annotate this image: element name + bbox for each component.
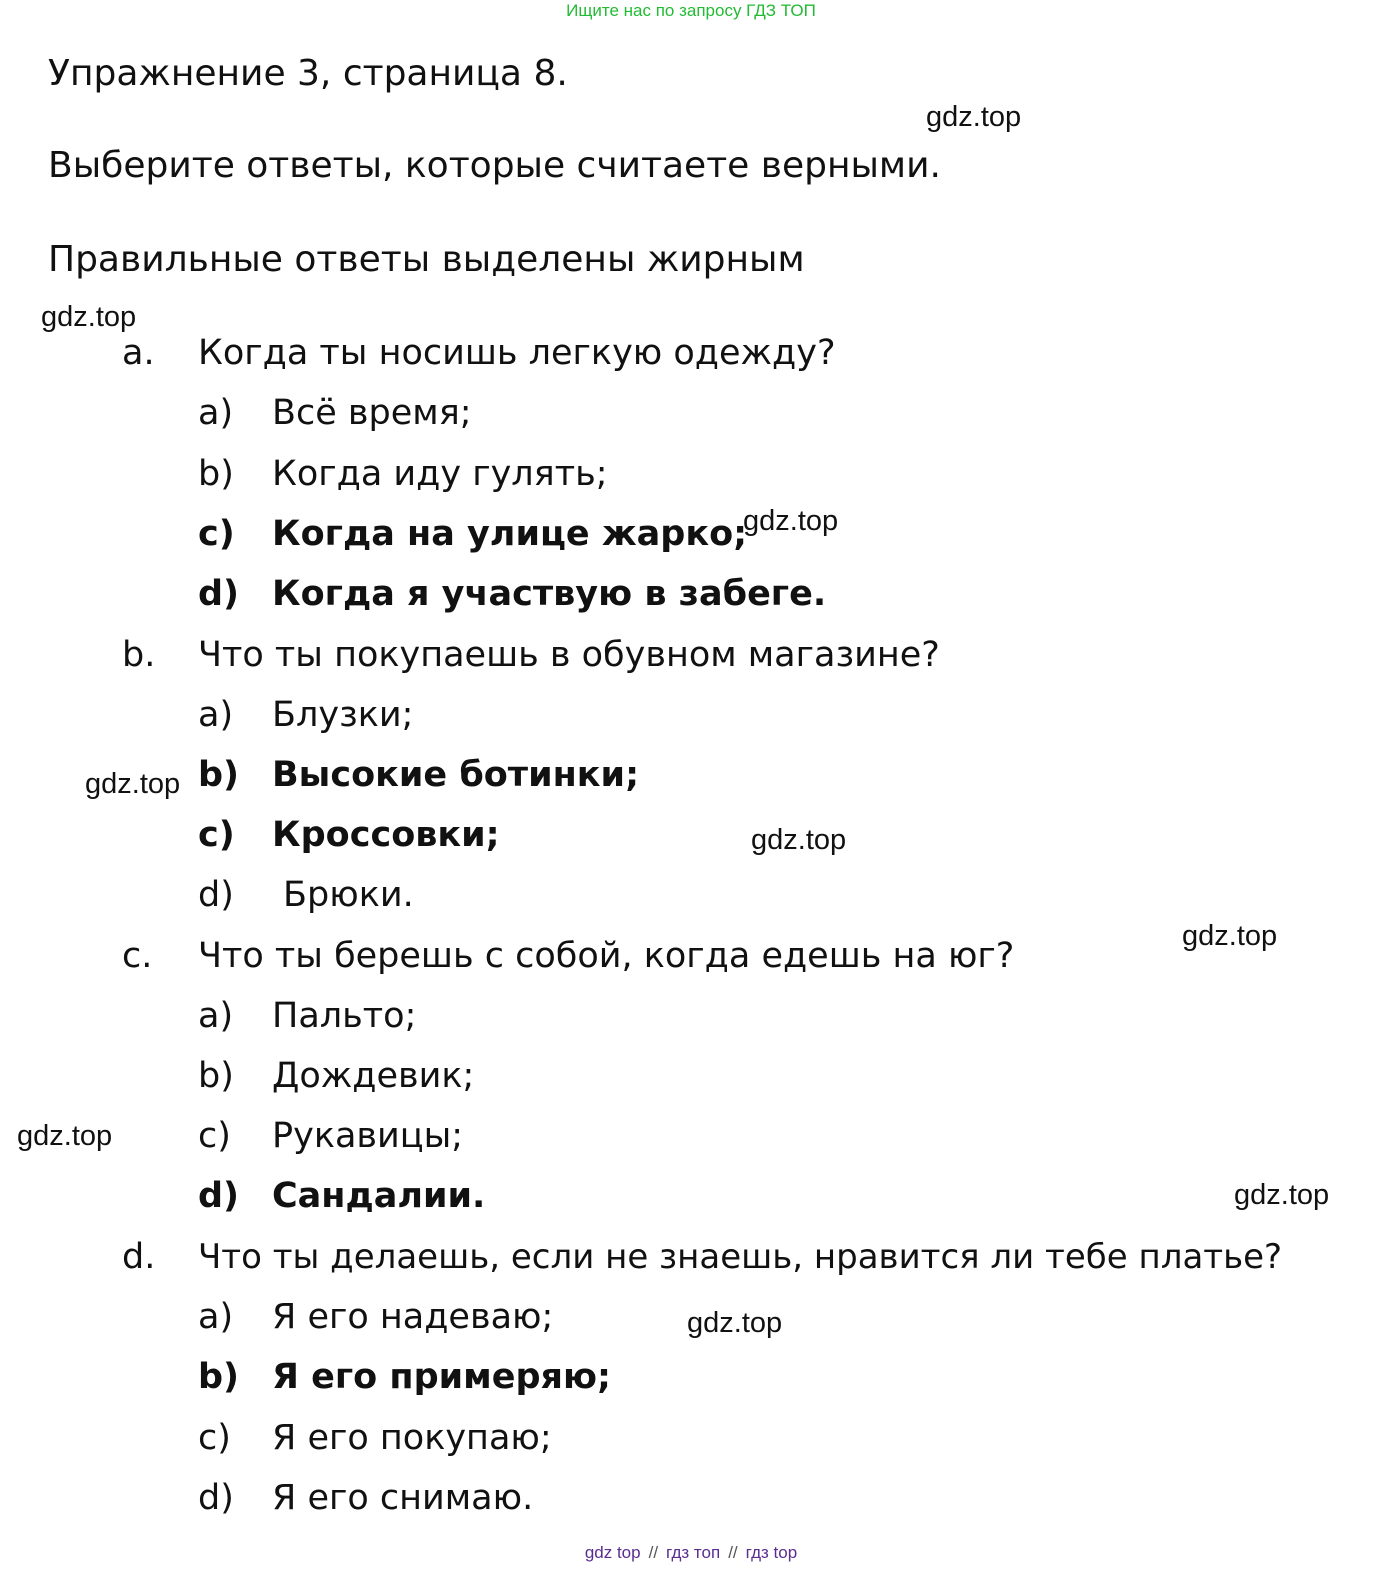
option-text-correct: Когда на улице жарко;: [272, 514, 748, 554]
option-letter-correct: b): [198, 1357, 240, 1397]
option-text-correct: Высокие ботинки;: [272, 755, 640, 795]
option-letter: a): [198, 1297, 234, 1337]
option-letter: a): [198, 393, 234, 433]
watermark: gdz.top: [743, 505, 839, 537]
option-text: Я его покупаю;: [272, 1418, 552, 1458]
top-banner-link[interactable]: Ищите нас по запросу ГДЗ ТОП: [566, 1, 816, 20]
question-letter: d.: [122, 1237, 156, 1277]
page-title: Упражнение 3, страница 8.: [48, 53, 568, 94]
option-letter: b): [198, 1056, 234, 1096]
option-letter-correct: b): [198, 755, 240, 795]
option-letter: c): [198, 1418, 231, 1458]
option-text: Я его надеваю;: [272, 1297, 554, 1337]
footer-link-gdz-top-mixed[interactable]: гдз top: [745, 1543, 798, 1562]
option-text: Дождевик;: [272, 1056, 475, 1096]
option-text: Пальто;: [272, 996, 417, 1036]
option-text-correct: Когда я участвую в забеге.: [272, 574, 827, 614]
option-letter-correct: c): [198, 815, 235, 855]
option-text: Рукавицы;: [272, 1116, 464, 1156]
watermark: gdz.top: [751, 824, 847, 856]
option-letter: c): [198, 1116, 231, 1156]
watermark: gdz.top: [17, 1120, 113, 1152]
watermark: gdz.top: [926, 101, 1022, 133]
question-letter: b.: [122, 635, 156, 675]
question-text: Когда ты носишь легкую одежду?: [198, 333, 836, 373]
footer-separator: //: [648, 1543, 659, 1562]
option-text-correct: Кроссовки;: [272, 815, 500, 855]
footer-links: [0, 1543, 1382, 1563]
footer-link-gdz-top[interactable]: gdz top: [584, 1543, 641, 1562]
option-text: Я его снимаю.: [272, 1478, 534, 1518]
watermark: gdz.top: [1182, 920, 1278, 952]
note-text: Правильные ответы выделены жирным: [48, 239, 805, 280]
footer-separator: //: [728, 1543, 738, 1562]
watermark: gdz.top: [687, 1307, 783, 1339]
question-text: Что ты делаешь, если не знаешь, нравится ли тебе платье?: [198, 1237, 1283, 1277]
option-letter: a): [198, 996, 234, 1036]
watermark: gdz.top: [41, 301, 137, 333]
option-letter-correct: c): [198, 514, 235, 554]
option-text-correct: Сандалии.: [272, 1176, 486, 1216]
option-text: Когда иду гулять;: [272, 454, 608, 494]
option-text: Брюки.: [283, 875, 414, 915]
option-letter-correct: d): [198, 574, 240, 614]
option-text: Всё время;: [272, 393, 472, 433]
watermark: gdz.top: [1234, 1179, 1330, 1211]
option-letter: a): [198, 695, 234, 735]
footer-link-gdz-top-ru[interactable]: гдз топ: [666, 1543, 721, 1562]
option-letter-correct: d): [198, 1176, 240, 1216]
instruction-text: Выберите ответы, которые считаете верными.: [48, 145, 941, 186]
question-letter: c.: [122, 936, 153, 976]
question-letter: a.: [122, 333, 155, 373]
question-text: Что ты берешь с собой, когда едешь на юг?: [198, 936, 1015, 976]
question-text: Что ты покупаешь в обувном магазине?: [198, 635, 940, 675]
watermark: gdz.top: [85, 768, 181, 800]
option-text-correct: Я его примеряю;: [272, 1357, 612, 1397]
option-text: Блузки;: [272, 695, 414, 735]
option-letter: b): [198, 454, 234, 494]
option-letter: d): [198, 1478, 234, 1518]
option-letter: d): [198, 875, 234, 915]
